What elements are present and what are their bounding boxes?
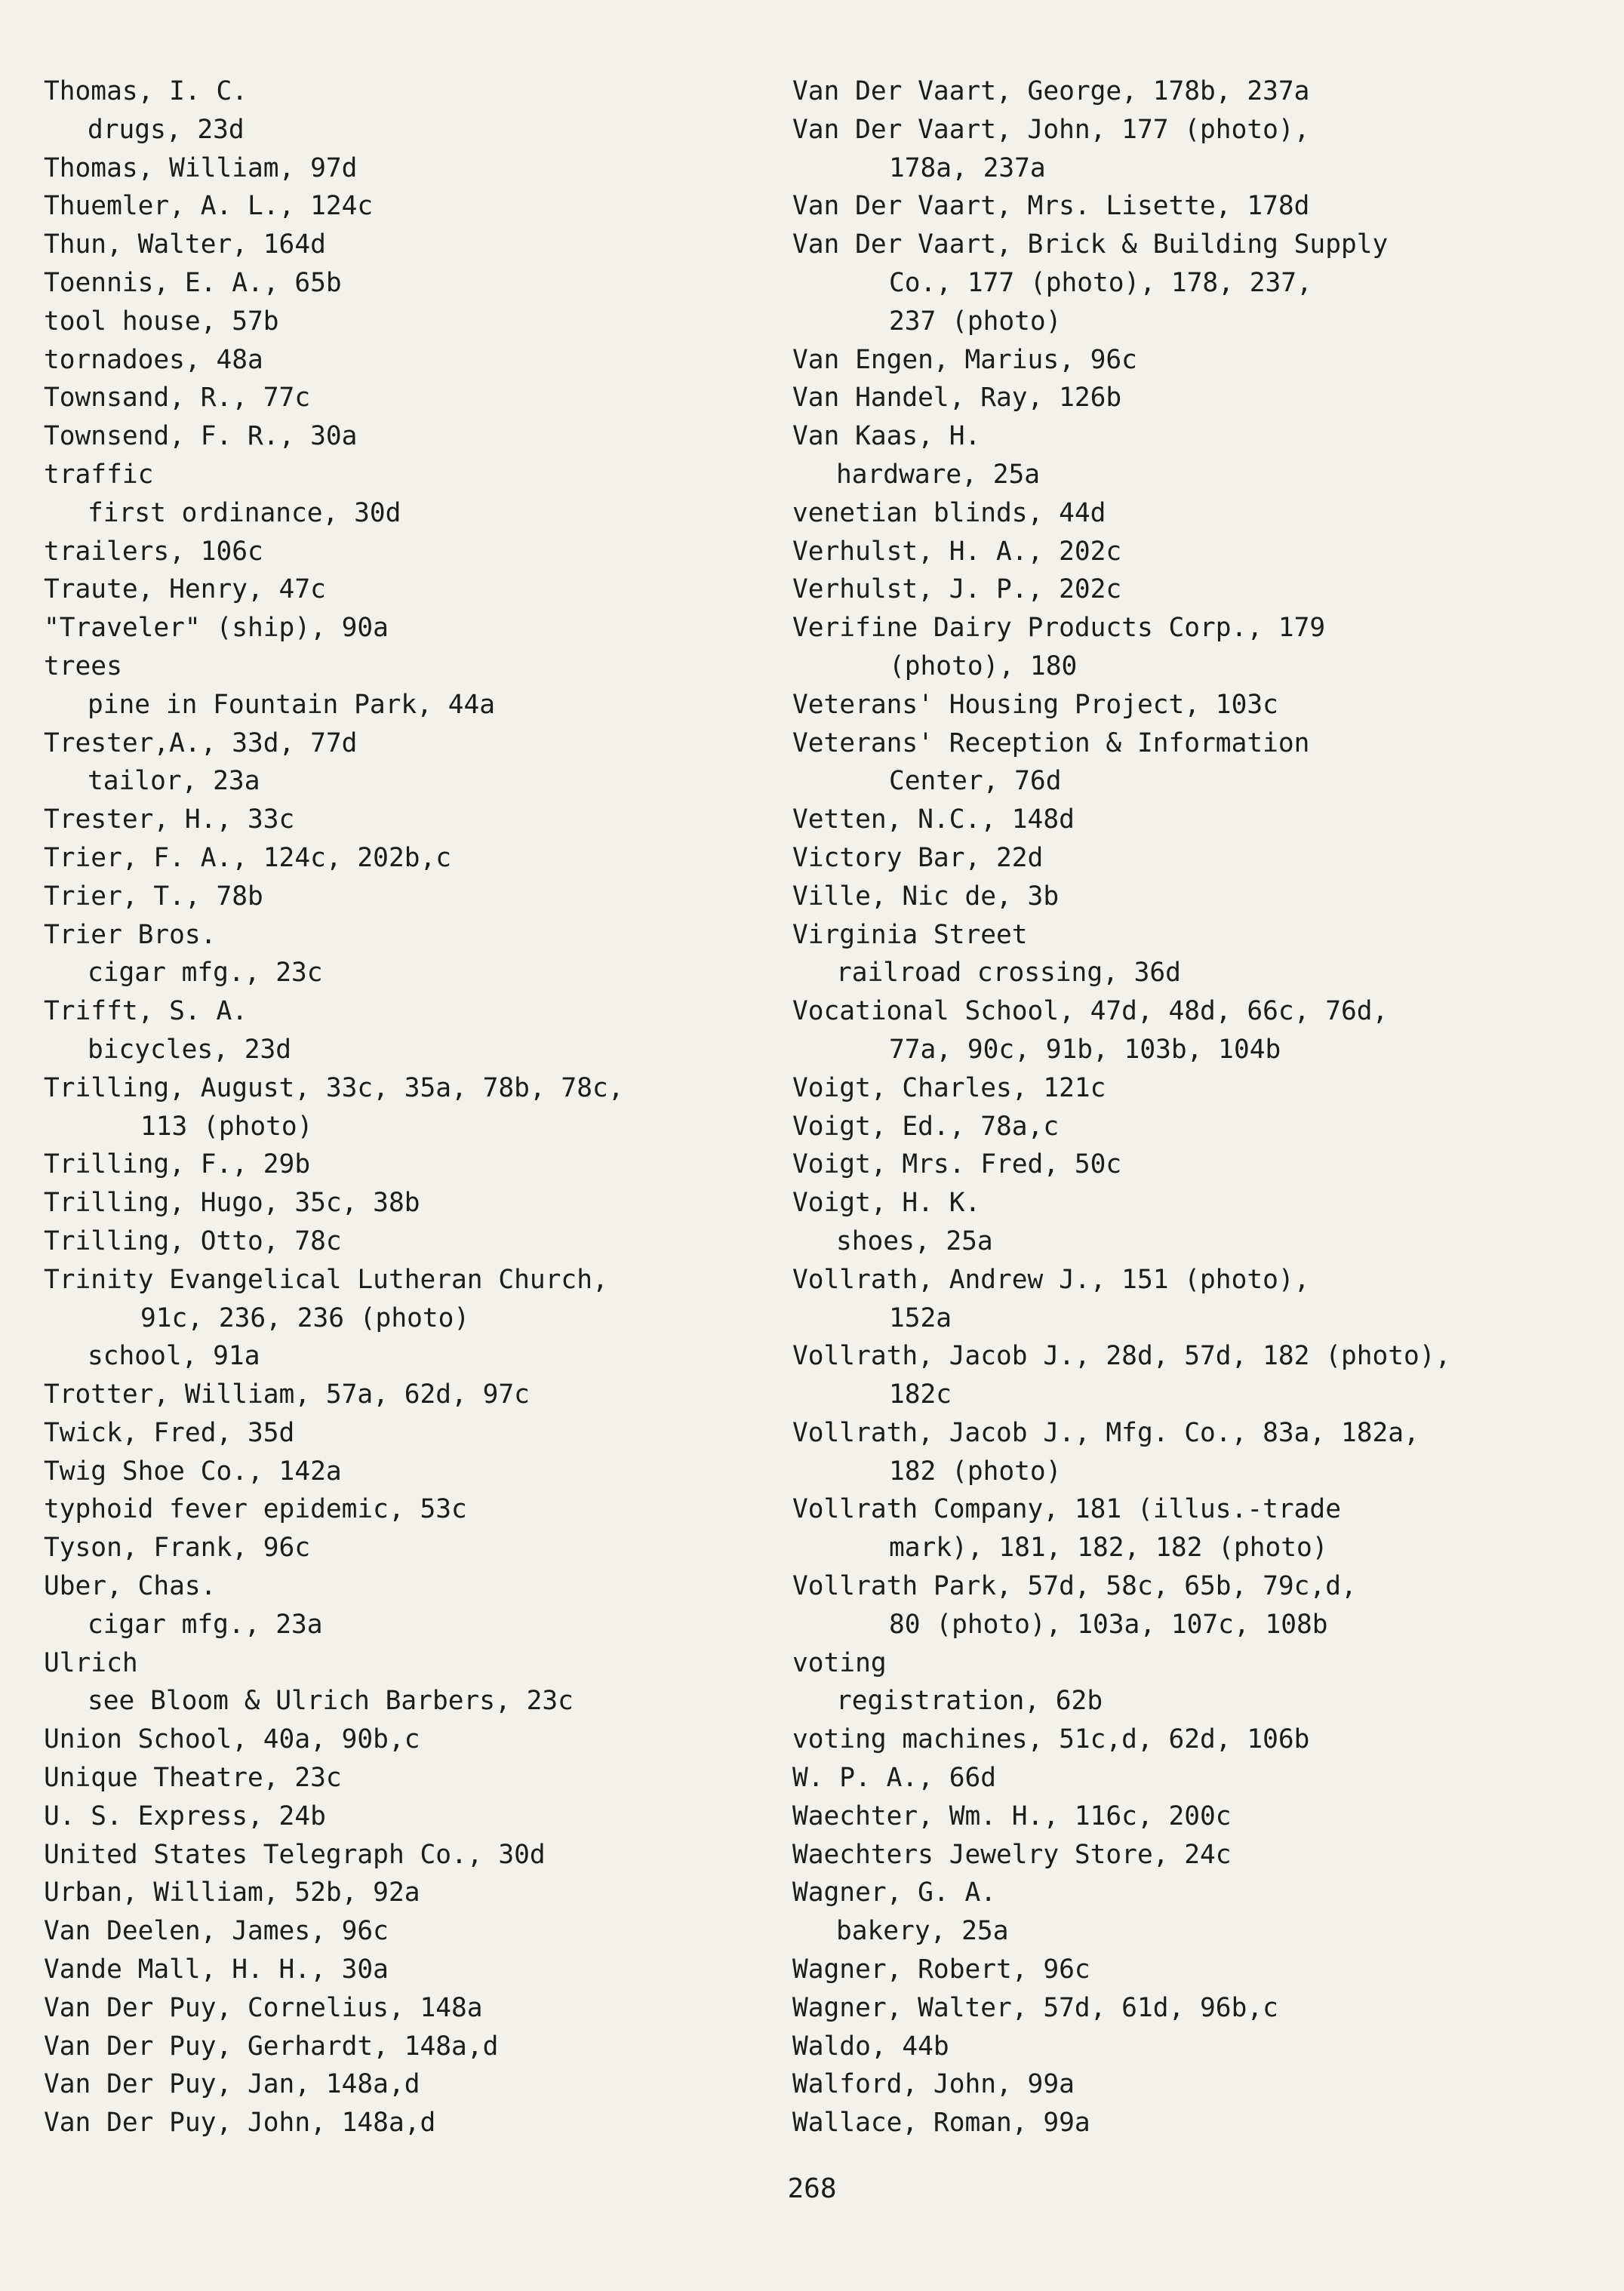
index-entry-line: Voigt, Mrs. Fred, 50c	[792, 1149, 1122, 1180]
index-entry-line: Urban, William, 52b, 92a	[44, 1877, 420, 1908]
index-entry	[792, 72, 1604, 111]
index-entry	[792, 1337, 1604, 1414]
index-entry	[44, 1874, 791, 1912]
index-entry	[792, 379, 1604, 417]
index-entry-line: tornadoes, 48a	[44, 344, 263, 375]
index-entry	[792, 533, 1604, 571]
index-entry-line: Van Der Vaart, Brick & Building Supply	[792, 229, 1389, 260]
index-entry	[44, 226, 791, 264]
index-entry-line: pine in Fountain Park, 44a	[88, 689, 496, 720]
index-entry	[792, 916, 1604, 993]
index-entry	[792, 226, 1604, 340]
index-entry-line: Vocational School, 47d, 48d, 66c, 76d,	[792, 996, 1389, 1027]
index-entry-line: Veterans' Housing Project, 103c	[792, 689, 1278, 720]
index-entry-line: Van Der Vaart, John, 177 (photo),	[792, 114, 1310, 145]
index-entry	[792, 1261, 1604, 1338]
index-entry	[792, 1184, 1604, 1261]
index-entry-line: school, 91a	[88, 1341, 260, 1372]
index-entry-line: tool house, 57b	[44, 306, 279, 337]
index-entry	[44, 2065, 791, 2104]
index-entry	[792, 1146, 1604, 1184]
index-entry	[44, 1836, 791, 1874]
index-entry-line: Verifine Dairy Products Corp., 179	[792, 613, 1326, 644]
index-entry	[792, 2065, 1604, 2104]
index-entry-line: "Traveler" (ship), 90a	[44, 613, 389, 644]
index-entry-line: Verhulst, H. A., 202c	[792, 536, 1122, 567]
index-entry	[792, 1989, 1604, 2028]
index-entry	[44, 839, 791, 878]
index-entry	[44, 341, 791, 380]
index-entry-line: Van Der Vaart, Mrs. Lisette, 178d	[792, 191, 1310, 222]
index-entry-line: Vollrath Park, 57d, 58c, 65b, 79c,d,	[792, 1571, 1357, 1602]
index-entry-line: 113 (photo)	[140, 1111, 313, 1142]
index-entry-line: Waechters Jewelry Store, 24c	[792, 1839, 1232, 1870]
index-entry	[792, 1069, 1604, 1108]
index-entry	[44, 647, 791, 724]
index-entry	[792, 1108, 1604, 1146]
index-entry	[44, 2028, 791, 2066]
index-entry-line: Voigt, Charles, 121c	[792, 1072, 1106, 1103]
index-entry	[44, 1261, 791, 1376]
index-entry-line: Verhulst, J. P., 202c	[792, 574, 1122, 605]
index-entry-line: cigar mfg., 23a	[88, 1609, 323, 1640]
index-column-right	[792, 72, 1604, 2142]
index-entry-line: Tyson, Frank, 96c	[44, 1533, 311, 1564]
index-entry-line: 80 (photo), 103a, 107c, 108b	[889, 1609, 1328, 1640]
index-entry	[792, 2104, 1604, 2142]
index-entry-line: shoes, 25a	[836, 1225, 993, 1256]
index-entry	[792, 1759, 1604, 1797]
index-entry-line: Trilling, F., 29b	[44, 1149, 311, 1180]
index-entry-line: Wagner, Robert, 96c	[792, 1954, 1090, 1985]
index-entry	[44, 1414, 791, 1453]
index-entry-line: Trier, T., 78b	[44, 881, 263, 912]
index-entry-line: Co., 177 (photo), 178, 237,	[889, 267, 1312, 298]
index-entry	[44, 916, 791, 993]
index-entry	[44, 1989, 791, 2028]
index-entry	[44, 1567, 791, 1644]
index-entry-line: 152a	[889, 1302, 952, 1333]
index-entry-line: Toennis, E. A., 65b	[44, 267, 342, 298]
index-entry	[792, 2028, 1604, 2066]
index-entry-line: Uber, Chas.	[44, 1571, 217, 1602]
index-entry-line: Voigt, Ed., 78a,c	[792, 1111, 1060, 1142]
index-entry	[44, 1912, 791, 1951]
index-entry-line: Ulrich	[44, 1647, 138, 1678]
index-entry-line: Vollrath Company, 181 (illus.-trade	[792, 1494, 1341, 1525]
index-entry-line: Van Der Puy, John, 148a,d	[44, 2108, 436, 2139]
index-entry	[792, 1721, 1604, 1759]
index-entry	[44, 1759, 791, 1797]
index-entry	[44, 264, 791, 303]
index-entry-line: Trotter, William, 57a, 62d, 97c	[44, 1379, 530, 1410]
index-entry-line: Van Handel, Ray, 126b	[792, 383, 1122, 414]
page-number: 268	[787, 2173, 837, 2204]
index-entry-line: Van Der Puy, Jan, 148a,d	[44, 2069, 420, 2100]
index-entry-line: bakery, 25a	[836, 1916, 1009, 1947]
index-entry-line: Trilling, Otto, 78c	[44, 1225, 342, 1256]
index-entry-line: Wallace, Roman, 99a	[792, 2108, 1090, 2139]
index-entry-line: see Bloom & Ulrich Barbers, 23c	[88, 1686, 574, 1717]
index-entry	[44, 1453, 791, 1491]
index-entry-line: Townsand, R., 77c	[44, 383, 311, 414]
index-entry	[44, 533, 791, 571]
index-entry	[44, 303, 791, 341]
index-entry-line: Virginia Street	[792, 919, 1028, 950]
index-entry-line: Trester, H., 33c	[44, 804, 295, 835]
index-entry-line: Trier Bros.	[44, 919, 217, 950]
index-entry	[44, 570, 791, 609]
index-entry-line: Townsend, F. R., 30a	[44, 421, 358, 452]
index-entry-line: Trilling, August, 33c, 35a, 78b, 78c,	[44, 1072, 624, 1103]
index-entry-line: Vetten, N.C., 148d	[792, 804, 1075, 835]
index-entry-line: Trester,A., 33d, 77d	[44, 727, 358, 758]
index-entry-line: traffic	[44, 459, 154, 490]
index-entry	[792, 801, 1604, 839]
index-entry	[44, 187, 791, 226]
index-entry	[44, 1069, 791, 1146]
index-entry-line: Van Der Puy, Cornelius, 148a	[44, 1992, 483, 2023]
index-entry-line: Van Kaas, H.	[792, 421, 981, 452]
index-entry-line: registration, 62b	[836, 1686, 1103, 1717]
index-entry-line: mark), 181, 182, 182 (photo)	[889, 1533, 1328, 1564]
index-entry	[44, 1797, 791, 1836]
index-entry	[44, 72, 791, 149]
index-entry-line: W. P. A., 66d	[792, 1763, 997, 1794]
index-entry-line: Trinity Evangelical Lutheran Church,	[44, 1264, 608, 1295]
index-entry-line: Van Der Puy, Gerhardt, 148a,d	[44, 2031, 499, 2062]
index-entry-line: trailers, 106c	[44, 536, 263, 567]
index-entry	[44, 1376, 791, 1414]
index-entry-line: tailor, 23a	[88, 766, 260, 797]
index-entry	[792, 187, 1604, 226]
index-entry-line: Union School, 40a, 90b,c	[44, 1724, 420, 1755]
index-entry-line: Traute, Henry, 47c	[44, 574, 326, 605]
index-entry-line: trees	[44, 650, 122, 681]
index-entry	[44, 609, 791, 647]
index-entry-line: Waechter, Wm. H., 116c, 200c	[792, 1801, 1232, 1831]
index-entry	[792, 570, 1604, 609]
index-entry	[792, 1874, 1604, 1951]
index-entry-line: Trifft, S. A.	[44, 996, 248, 1027]
index-entry	[792, 878, 1604, 916]
index-entry-line: Van Deelen, James, 96c	[44, 1916, 389, 1947]
index-entry-line: cigar mfg., 23c	[88, 958, 323, 989]
index-entry-line: Twick, Fred, 35d	[44, 1417, 295, 1448]
index-entry-line: 237 (photo)	[889, 306, 1062, 337]
index-entry-line: Thun, Walter, 164d	[44, 229, 326, 260]
index-entry	[44, 724, 791, 801]
index-entry-line: Trier, F. A., 124c, 202b,c	[44, 842, 452, 873]
index-entry-line: Thomas, I. C.	[44, 76, 248, 106]
index-entry	[44, 1644, 791, 1721]
index-entry-line: U. S. Express, 24b	[44, 1801, 326, 1831]
index-entry-line: bicycles, 23d	[88, 1034, 292, 1065]
index-entry-line: Ville, Nic de, 3b	[792, 881, 1060, 912]
index-entry-line: Walford, John, 99a	[792, 2069, 1075, 2100]
index-entry-line: venetian blinds, 44d	[792, 497, 1106, 528]
index-entry	[792, 992, 1604, 1069]
index-entry-line: Van Engen, Marius, 96c	[792, 344, 1137, 375]
index-entry-line: drugs, 23d	[88, 114, 245, 145]
index-entry	[44, 801, 791, 839]
index-entry	[792, 1644, 1604, 1721]
index-entry-line: Trilling, Hugo, 35c, 38b	[44, 1188, 420, 1219]
index-entry	[44, 1721, 791, 1759]
index-entry	[792, 494, 1604, 533]
index-entry-line: Vollrath, Jacob J., Mfg. Co., 83a, 182a,	[792, 1417, 1419, 1448]
index-entry	[792, 839, 1604, 878]
index-entry-line: 91c, 236, 236 (photo)	[140, 1302, 470, 1333]
index-entry	[44, 456, 791, 533]
index-entry-line: first ordinance, 30d	[88, 497, 401, 528]
index-entry-line: Vollrath, Andrew J., 151 (photo),	[792, 1264, 1310, 1295]
index-entry-line: hardware, 25a	[836, 459, 1041, 490]
index-entry	[792, 417, 1604, 494]
index-entry	[44, 1529, 791, 1567]
index-entry	[792, 1951, 1604, 1989]
index-entry-line: Center, 76d	[889, 766, 1062, 797]
index-entry-line: Twig Shoe Co., 142a	[44, 1456, 342, 1487]
index-entry	[44, 379, 791, 417]
index-entry	[44, 992, 791, 1069]
index-entry	[44, 878, 791, 916]
index-entry-line: Vande Mall, H. H., 30a	[44, 1954, 389, 1985]
index-entry	[792, 609, 1604, 686]
index-entry-line: Wagner, G. A.	[792, 1877, 997, 1908]
index-entry-line: Victory Bar, 22d	[792, 842, 1044, 873]
index-entry-line: Van Der Vaart, George, 178b, 237a	[792, 76, 1310, 106]
index-entry-line: 77a, 90c, 91b, 103b, 104b	[889, 1034, 1281, 1065]
index-entry-line: United States Telegraph Co., 30d	[44, 1839, 546, 1870]
index-entry-line: Vollrath, Jacob J., 28d, 57d, 182 (photo),	[792, 1341, 1451, 1372]
index-entry	[44, 1184, 791, 1222]
index-entry	[44, 1490, 791, 1529]
index-entry-line: voting	[792, 1647, 887, 1678]
index-entry	[44, 417, 791, 456]
index-entry	[792, 724, 1604, 801]
index-entry-line: Thuemler, A. L., 124c	[44, 191, 374, 222]
index-entry	[792, 1567, 1604, 1644]
index-entry-line: Veterans' Reception & Information	[792, 727, 1310, 758]
index-entry-line: 178a, 237a	[889, 152, 1046, 183]
index-entry-line: Wagner, Walter, 57d, 61d, 96b,c	[792, 1992, 1278, 2023]
index-entry-line: typhoid fever epidemic, 53c	[44, 1494, 467, 1525]
index-entry-line: Voigt, H. K.	[792, 1188, 981, 1219]
index-entry	[792, 111, 1604, 188]
index-entry	[792, 1797, 1604, 1836]
index-entry	[44, 2104, 791, 2142]
index-entry-line: voting machines, 51c,d, 62d, 106b	[792, 1724, 1310, 1755]
index-entry	[44, 149, 791, 188]
index-entry-line: 182c	[889, 1379, 952, 1410]
index-entry-line: Thomas, William, 97d	[44, 152, 358, 183]
index-entry-line: Waldo, 44b	[792, 2031, 949, 2062]
index-entry	[44, 1951, 791, 1989]
index-entry	[44, 1222, 791, 1261]
index-entry-line: Unique Theatre, 23c	[44, 1763, 342, 1794]
index-entry	[44, 1146, 791, 1184]
index-entry	[792, 686, 1604, 724]
index-entry	[792, 1490, 1604, 1567]
index-entry	[792, 341, 1604, 380]
index-entry	[792, 1414, 1604, 1491]
index-entry-line: 182 (photo)	[889, 1456, 1062, 1487]
index-entry-line: railroad crossing, 36d	[836, 958, 1181, 989]
index-entry	[792, 1836, 1604, 1874]
index-column-left	[44, 72, 791, 2142]
index-entry-line: (photo), 180	[889, 650, 1078, 681]
